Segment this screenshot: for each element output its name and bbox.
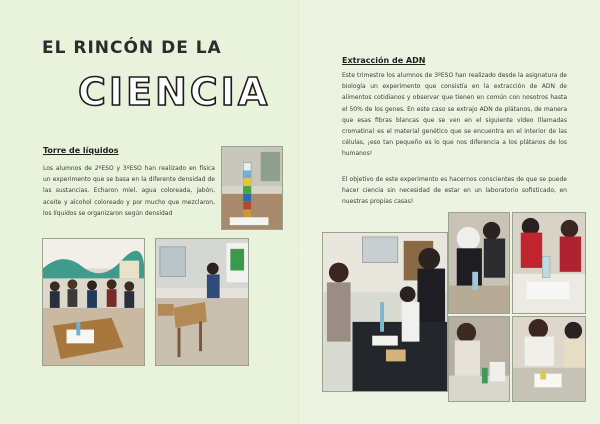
liquid-tower-photo — [221, 146, 283, 230]
lab-photo-4 — [448, 316, 510, 402]
section-text-adn-1: Este trimestre los alumnos de 3ºESO han realizado desde la asignatura de biología un experimento que consistía en la extracción de ADN de alimentos cotidianos y observar que tienen en común con nosotros hasta el 50% de los genes. En este caso se extrajo ADN de plátanos, de manera que esas fibras blancas que se ven en el siguiente vídeo (llamadas cromatina) es el material genético que se encuentra en el interior de las células, ¡eso tan pequeño es lo que nos diferencia a los plátanos de los humanos! — [342, 72, 567, 158]
section-text-torre: Los alumnos de 2ºESO y 3ºESO han realizado en física un experimento que se basa en la diferente densidad de las sustancias. Echaron miel, agua coloreada, jabón, aceite y alcohol coloreado y por mucho que mezclaron, los líquidos se organizaron según densidad — [43, 165, 215, 217]
right-page — [300, 0, 600, 424]
page-title-small: EL RINCÓN DE LA — [42, 38, 222, 58]
lab-photo-2 — [448, 212, 510, 314]
page-title-big: CIENCIA — [78, 70, 271, 114]
lab-photo-1 — [322, 232, 448, 392]
lab-photo-5 — [512, 316, 586, 402]
classroom-photo-1 — [42, 238, 145, 366]
section-heading-torre: Torre de líquidos — [43, 146, 119, 155]
section-heading-adn: Extracción de ADN — [342, 56, 426, 65]
lab-photo-3 — [512, 212, 586, 314]
classroom-photo-2 — [155, 238, 249, 366]
section-text-adn-2: El objetivo de este experimento es hacernos conscientes de que se puede hacer ciencia sin necesidad de estar en un laboratorio sofisticado, en nuestras propias casas! — [342, 176, 567, 206]
